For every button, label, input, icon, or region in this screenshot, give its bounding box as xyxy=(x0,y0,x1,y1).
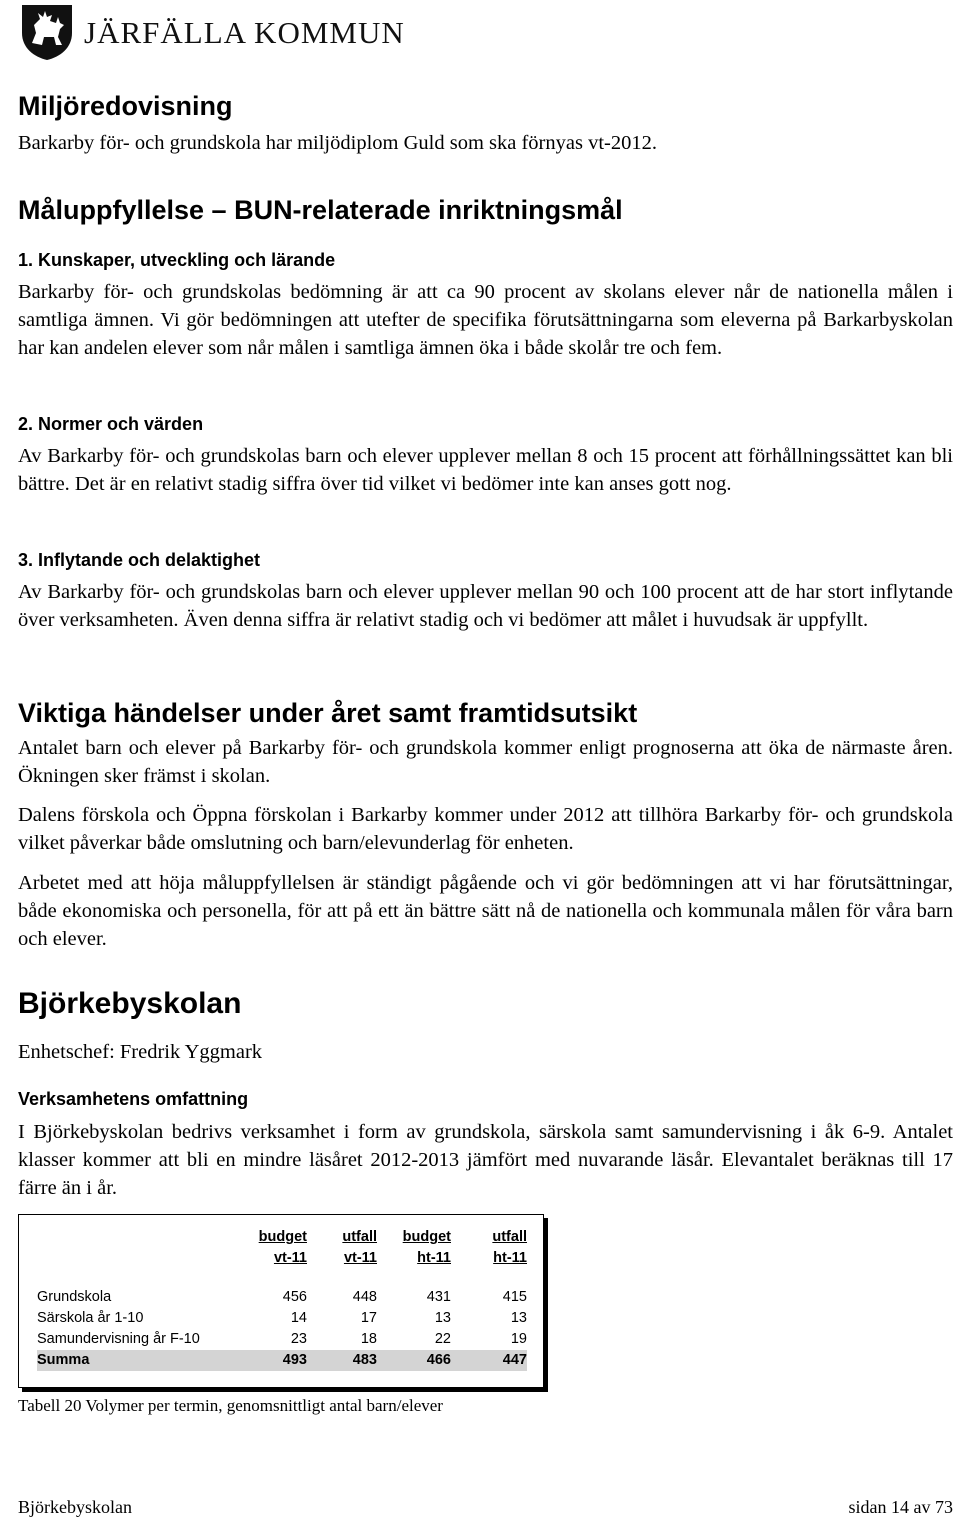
goal-text-1: Barkarby för- och grundskolas bedömning är att ca 90 procent av skolans elever når de nationella målen i samtliga ämnen. Vi gör bedömningen att utefter de specifika förutsättningarna som eleverna på Barkarbyskolan har kan andelen elever som når målen i samtliga ämnen öka i både skolår tre och fem. xyxy=(18,281,953,359)
table-sum-row xyxy=(37,1350,527,1371)
goal-heading-2: 2. Normer och värden xyxy=(18,414,204,434)
table-caption: Tabell 20 Volymer per termin, genomsnittligt antal barn/elever xyxy=(18,1396,443,1415)
table-header: budget xyxy=(402,1229,451,1245)
table-cell: 17 xyxy=(360,1310,377,1326)
table-cell: 448 xyxy=(352,1289,377,1305)
table-cell: 22 xyxy=(434,1331,451,1347)
table-cell-label: Summa xyxy=(37,1350,242,1371)
table-header-row-2 xyxy=(37,1248,527,1269)
volume-table xyxy=(37,1227,527,1371)
table-header: utfall xyxy=(492,1229,527,1245)
table-cell: 431 xyxy=(426,1289,451,1305)
section-title-viktiga: Viktiga händelser under året samt framtidsutsikt xyxy=(18,698,638,728)
table-cell-label: Grundskola xyxy=(37,1289,112,1305)
table-header: vt-11 xyxy=(343,1250,377,1266)
table-header-row-1 xyxy=(37,1227,527,1248)
table-cell: 493 xyxy=(242,1350,307,1371)
logo xyxy=(18,2,405,62)
omfattning-text: I Björkebyskolan bedrivs verksamhet i form av grundskola, särskola samt samundervisning i åk 6-9. Antalet klasser kommer att bli en mindre läsåret 2012-2013 jämfört med nuvarande läsår. Elevantalet beräknas till 17 färre än i år. xyxy=(18,1121,953,1199)
table-cell: 483 xyxy=(307,1350,377,1371)
table-cell: 14 xyxy=(290,1310,307,1326)
table-cell: 466 xyxy=(377,1350,451,1371)
table-cell: 415 xyxy=(502,1289,527,1305)
table-cell: 13 xyxy=(434,1310,451,1326)
logo-text: JÄRFÄLLA KOMMUN xyxy=(84,14,405,50)
viktiga-paragraph-1: Antalet barn och elever på Barkarby för- och grundskola kommer enligt prognoserna att öka de närmaste åren. Ökningen sker främst i skolan. xyxy=(18,737,953,787)
section-title-maluppfyllelse: Måluppfyllelse – BUN-relaterade inriktningsmål xyxy=(18,195,623,225)
viktiga-paragraph-3: Arbetet med att höja måluppfyllelsen är ständigt pågående och vi gör bedömningen att vi har förutsättningar, både ekonomiska och personella, för att på ett än bättre sätt nå de nationella och kommunala målen för våra barn och elever. xyxy=(18,872,953,950)
enhetschef-text: Enhetschef: Fredrik Yggmark xyxy=(18,1041,263,1063)
table-cell: 19 xyxy=(510,1331,527,1347)
miljo-text: Barkarby för- och grundskola har miljödiplom Guld som ska förnyas vt-2012. xyxy=(18,132,657,154)
volume-table-box xyxy=(18,1214,544,1388)
table-cell: 456 xyxy=(282,1289,307,1305)
table-spacer xyxy=(37,1269,527,1287)
page-number: sidan 14 av 73 xyxy=(848,1497,953,1517)
table-cell: 18 xyxy=(360,1331,377,1347)
table-cell-label: Särskola år 1-10 xyxy=(37,1310,144,1326)
page-footer xyxy=(18,1496,953,1518)
table-cell: 13 xyxy=(510,1310,527,1326)
table-cell: 23 xyxy=(290,1331,307,1347)
goal-heading-3: 3. Inflytande och delaktighet xyxy=(18,550,261,570)
goal-text-3: Av Barkarby för- och grundskolas barn och elever upplever mellan 90 och 100 procent att de har stort inflytande över verksamheten. Även denna siffra är relativt stadig och vi bedömer att målet i huvudsak är uppfyllt. xyxy=(18,581,953,631)
section-title-miljo: Miljöredovisning xyxy=(18,91,233,121)
omfattning-heading: Verksamhetens omfattning xyxy=(18,1089,249,1109)
table-row xyxy=(37,1308,527,1329)
table-row xyxy=(37,1329,527,1350)
coat-of-arms-icon xyxy=(18,3,76,61)
viktiga-paragraph-2: Dalens förskola och Öppna förskolan i Barkarby kommer under 2012 att tillhöra Barkarby för- och grundskola vilket påverkar både omslutning och barn/elevunderlag för enheten. xyxy=(18,804,953,854)
table-cell-label: Samundervisning år F-10 xyxy=(37,1331,200,1347)
goal-text-2: Av Barkarby för- och grundskolas barn och elever upplever mellan 8 och 15 procent att förhållningssättet kan bli bättre. Det är en relativt stadig siffra över tid vilket vi bedömer inte kan anses gott nog. xyxy=(18,445,953,495)
section-title-bjorkeby: Björkebyskolan xyxy=(18,987,242,1020)
table-header: ht-11 xyxy=(417,1250,451,1266)
table-row xyxy=(37,1287,527,1308)
table-cell: 447 xyxy=(451,1350,527,1371)
table-header: budget xyxy=(258,1229,307,1245)
table-header: utfall xyxy=(342,1229,377,1245)
goal-heading-1: 1. Kunskaper, utveckling och lärande xyxy=(18,250,336,270)
footer-left: Björkebyskolan xyxy=(18,1497,132,1517)
table-header: vt-11 xyxy=(273,1250,307,1266)
table-header: ht-11 xyxy=(493,1250,527,1266)
